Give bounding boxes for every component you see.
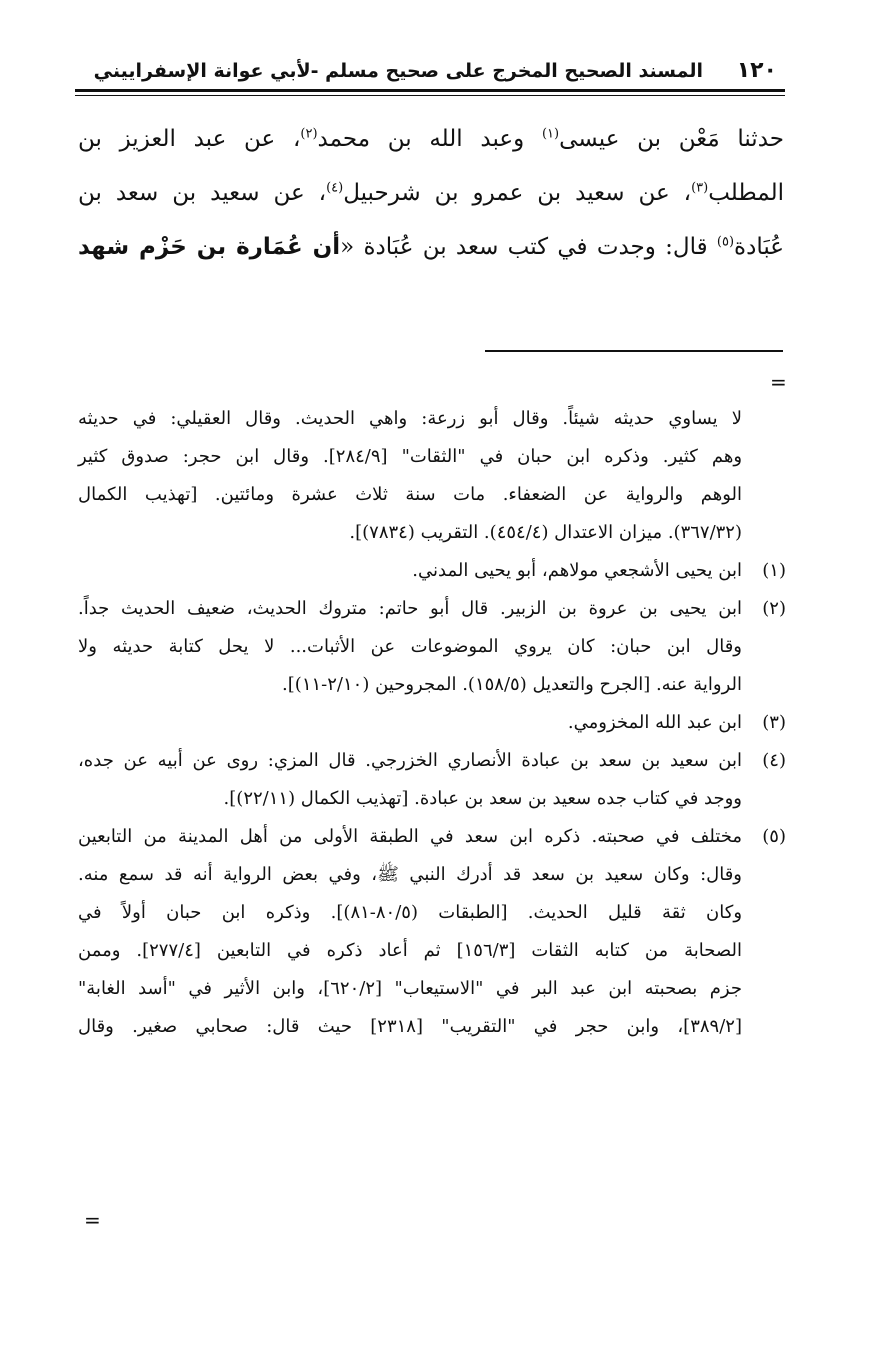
footnote-number: (٤) bbox=[762, 750, 786, 771]
footnote-2 bbox=[78, 590, 786, 704]
footnote-line: الوهم والرواية عن الضعفاء. مات سنة ثلاث عشرة ومائتين. [تهذيب الكمال bbox=[78, 484, 742, 505]
footnote-line: لا يساوي حديثه شيئاً. وقال أبو زرعة: واهي الحديث. وقال العقيلي: في حديثه bbox=[78, 408, 742, 429]
footnote-line: (٣٦٧/٣٢). ميزان الاعتدال (٤٥٤/٤). التقريب (٧٨٣٤)]. bbox=[349, 522, 742, 543]
footnote-number: (١) bbox=[762, 560, 786, 581]
footnote-continued bbox=[78, 400, 786, 552]
footnote-4 bbox=[78, 742, 786, 818]
continuation-mark-top: = bbox=[770, 370, 787, 394]
running-title: المسند الصحيح المخرج على صحيح مسلم -لأبي عوانة الإسفراييني bbox=[93, 60, 703, 82]
footnote-line: ابن يحيى بن عروة بن الزبير. قال أبو حاتم: متروك الحديث، ضعيف الحديث جداً. bbox=[78, 598, 742, 619]
footnote-number: (٢) bbox=[762, 598, 786, 619]
quoted-bold-text: أن عُمَارة بن حَزْم شهد bbox=[78, 234, 341, 260]
footnote-line: وقال ابن حبان: كان يروي الموضوعات عن الأثبات... لا يحل كتابة حديثه ولا bbox=[78, 636, 742, 657]
footnotes bbox=[78, 400, 786, 1046]
page-number: ١٢٠ bbox=[736, 58, 777, 83]
footnote-line: ابن عبد الله المخزومي. bbox=[567, 712, 742, 733]
main-line-2: المطلب$^{(٣)}$، عن سعيد بن عمرو بن شرحبيل$^{(٤)}$، عن سعيد بن سعد بن bbox=[78, 180, 784, 206]
footnote-line: [٣٨٩/٢]، وابن حجر في "التقريب" [٢٣١٨] حيث قال: صحابي صغير. وقال bbox=[78, 1016, 742, 1037]
footnote-number: (٣) bbox=[762, 712, 786, 733]
footnote-line: ابن سعيد بن سعد بن عبادة الأنصاري الخزرجي. قال المزي: روى عن أبيه عن جده، bbox=[78, 750, 742, 771]
footnote-line: وهم كثير. وذكره ابن حبان في "الثقات" [٢٨٤/٩]. وقال ابن حجر: صدوق كثير bbox=[78, 446, 743, 467]
footnote-5 bbox=[78, 818, 786, 1046]
footnote-line: الرواية عنه. [الجرح والتعديل (١٥٨/٥). المجروحين (٢/١٠-١١)]. bbox=[282, 674, 742, 695]
footnote-line: ابن يحيى الأشجعي مولاهم، أبو يحيى المدني. bbox=[412, 560, 742, 581]
footnote-1 bbox=[78, 552, 786, 590]
continuation-mark-bottom: = bbox=[84, 1208, 101, 1232]
footnote-ref-1: (١) bbox=[541, 126, 560, 142]
footnote-line: وقال: وكان سعيد بن سعد قد أدرك النبي ﷺ، وفي بعض الرواية أنه قد سمع منه. bbox=[78, 864, 742, 885]
footnote-3 bbox=[78, 704, 786, 742]
page-header bbox=[75, 52, 785, 92]
footnote-line: مختلف في صحبته. ذكره ابن سعد في الطبقة الأولى من أهل المدينة من التابعين bbox=[78, 826, 742, 847]
footnote-line: جزم بصحبته ابن عبد البر في "الاستيعاب" [٦٢٠/٢]، وابن الأثير في "أسد الغابة" bbox=[78, 978, 742, 999]
footnote-ref-4: (٤) bbox=[326, 180, 344, 196]
footnote-line: وكان ثقة قليل الحديث. [الطبقات (٨٠/٥-٨١)]. وذكره ابن حبان أولاً في bbox=[78, 902, 743, 923]
footnote-line: الصحابة من كتابه الثقات [١٥٦/٣] ثم أعاد ذكره في التابعين [٢٧٧/٤]. وممن bbox=[78, 940, 742, 961]
footnote-separator bbox=[485, 350, 783, 352]
header-rule-thick bbox=[75, 89, 785, 92]
main-text bbox=[78, 112, 784, 274]
main-line-3: عُبَادة$^{(٥)}$ قال: وجدت في كتب سعد بن عُبَادة «أن عُمَارة بن حَزْم شهد bbox=[78, 234, 784, 260]
header-rule-thin bbox=[75, 95, 785, 96]
footnote-number: (٥) bbox=[762, 826, 786, 847]
main-line-1: حدثنا مَعْن بن عيسى$^{(١)}$ وعبد الله بن محمد$^{(٢)}$، عن عبد العزيز بن bbox=[78, 126, 784, 152]
footnote-ref-5: (٥) bbox=[716, 234, 735, 250]
footnote-ref-3: (٣) bbox=[691, 180, 709, 196]
footnote-ref-2: (٢) bbox=[300, 126, 318, 142]
footnote-line: ووجد في كتاب جده سعيد بن سعد بن عبادة. [تهذيب الكمال (٢٢/١١)]. bbox=[223, 788, 742, 809]
